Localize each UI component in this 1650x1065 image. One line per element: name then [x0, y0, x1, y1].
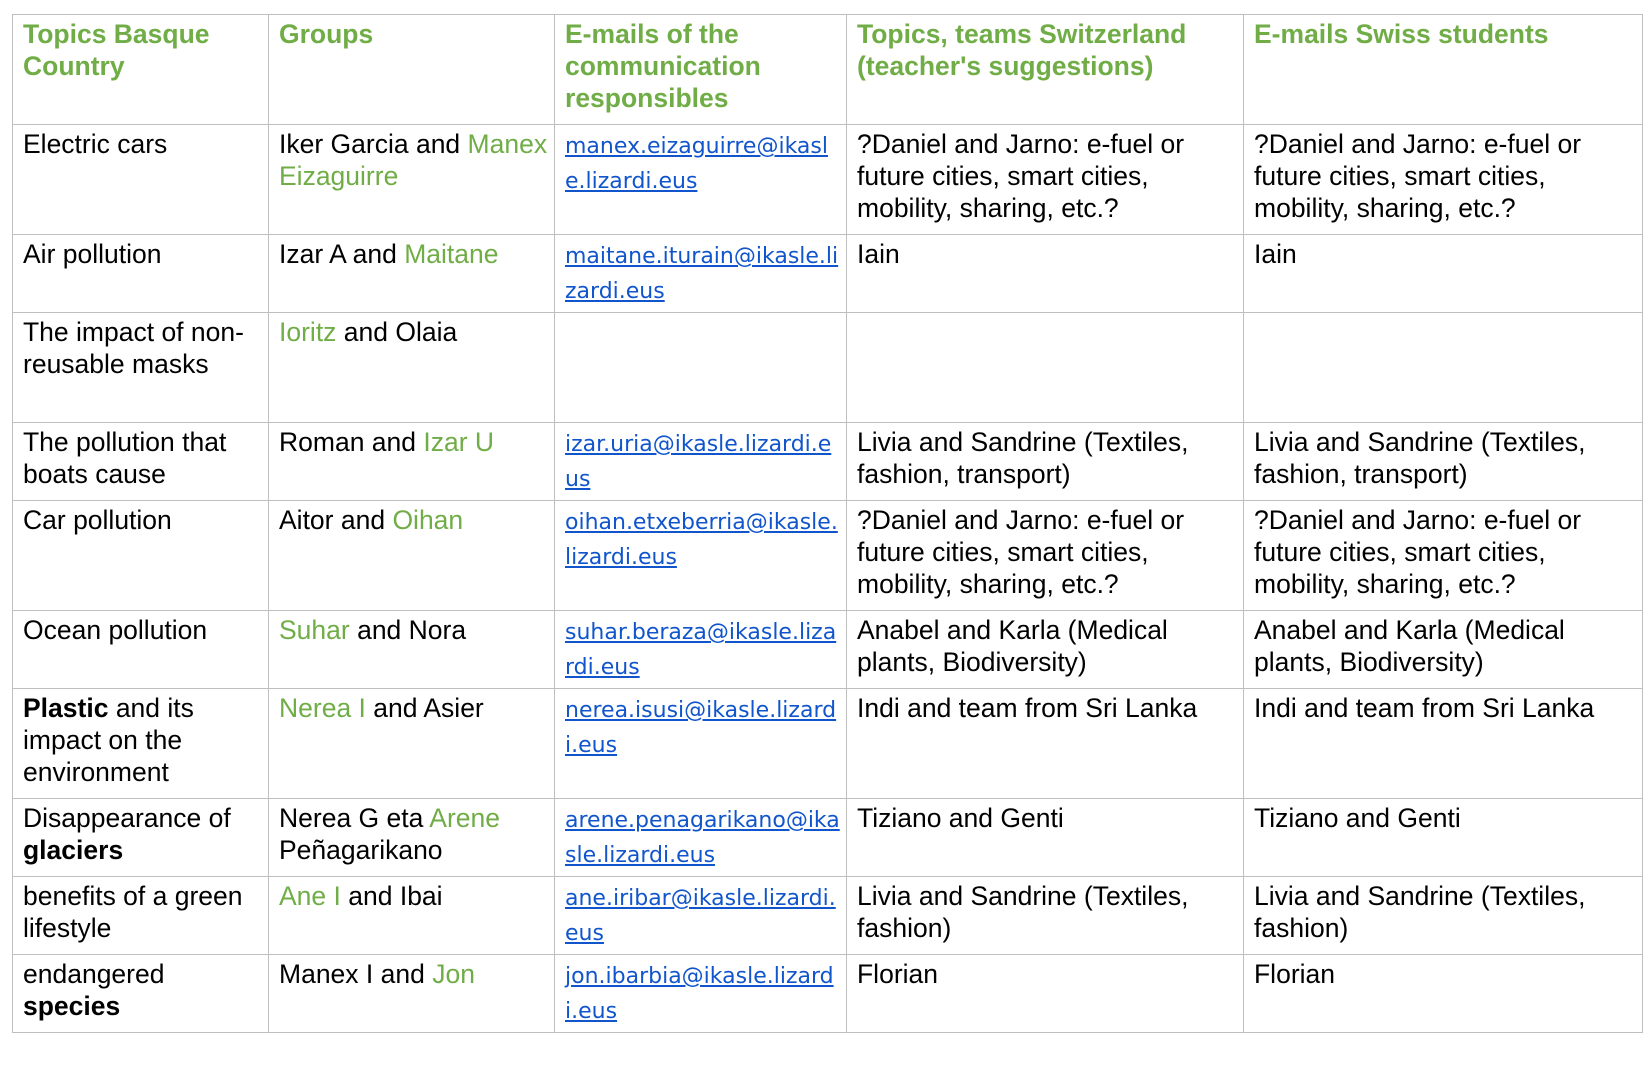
swiss-topic-cell: Livia and Sandrine (Textiles, fashion) — [847, 877, 1244, 955]
swiss-email-cell: Florian — [1244, 955, 1643, 1033]
table-row — [13, 689, 1643, 799]
email-cell — [555, 799, 847, 877]
group-responsible: Ane I — [279, 881, 341, 911]
group-cell — [269, 125, 555, 235]
topic-cell — [13, 799, 269, 877]
email-link[interactable]: ane.iribar@ikasle.lizardi.eus — [565, 886, 836, 946]
topic-cell: The impact of non-reusable masks — [13, 313, 269, 423]
topic-bold: Plastic — [23, 693, 109, 723]
table-row — [13, 799, 1643, 877]
email-link[interactable]: manex.eizaguirre@ikasle.lizardi.eus — [565, 134, 828, 194]
topic-cell: Car pollution — [13, 501, 269, 611]
group-responsible: Nerea I — [279, 693, 366, 723]
email-cell — [555, 501, 847, 611]
group-member: Aitor and — [279, 505, 393, 535]
swiss-topic-cell: ?Daniel and Jarno: e-fuel or future cities, smart cities, mobility, sharing, etc.? — [847, 501, 1244, 611]
group-cell — [269, 955, 555, 1033]
group-member: Roman and — [279, 427, 424, 457]
group-member: and Olaia — [336, 317, 458, 347]
topics-table — [12, 14, 1643, 1033]
topic-cell — [13, 955, 269, 1033]
swiss-topic-cell: Indi and team from Sri Lanka — [847, 689, 1244, 799]
email-cell — [555, 313, 847, 423]
topic-cell — [13, 689, 269, 799]
swiss-email-cell: Tiziano and Genti — [1244, 799, 1643, 877]
email-link[interactable]: jon.ibarbia@ikasle.lizardi.eus — [565, 964, 834, 1024]
topic-bold: species — [23, 991, 121, 1021]
group-member: and Nora — [349, 615, 467, 645]
email-cell — [555, 611, 847, 689]
swiss-email-cell: Anabel and Karla (Medical plants, Biodiversity) — [1244, 611, 1643, 689]
group-cell — [269, 501, 555, 611]
topic-cell: Air pollution — [13, 235, 269, 313]
table-row — [13, 611, 1643, 689]
group-member: Iker Garcia and — [279, 129, 468, 159]
swiss-email-cell: Livia and Sandrine (Textiles, fashion, transport) — [1244, 423, 1643, 501]
email-cell — [555, 955, 847, 1033]
email-cell — [555, 235, 847, 313]
swiss-topic-cell: Livia and Sandrine (Textiles, fashion, transport) — [847, 423, 1244, 501]
swiss-email-cell: Indi and team from Sri Lanka — [1244, 689, 1643, 799]
swiss-email-cell — [1244, 313, 1643, 423]
group-responsible: Oihan — [392, 505, 464, 535]
header-row — [13, 15, 1643, 125]
topic-rest: endangered — [23, 959, 165, 989]
group-member: and Ibai — [340, 881, 443, 911]
group-responsible: Jon — [432, 959, 475, 989]
topic-cell: Ocean pollution — [13, 611, 269, 689]
group-cell — [269, 689, 555, 799]
group-cell — [269, 799, 555, 877]
header-topics-basque: Topics Basque Country — [13, 15, 269, 125]
header-topics-swiss: Topics, teams Switzerland (teacher's suggestions) — [847, 15, 1244, 125]
group-responsible: Izar U — [423, 427, 495, 457]
topic-cell: benefits of a green lifestyle — [13, 877, 269, 955]
table-row — [13, 313, 1643, 423]
group-cell — [269, 611, 555, 689]
group-member: Nerea G eta — [279, 803, 430, 833]
header-groups: Groups — [269, 15, 555, 125]
swiss-email-cell: Livia and Sandrine (Textiles, fashion) — [1244, 877, 1643, 955]
topic-rest: Disappearance of — [23, 803, 231, 833]
header-emails-swiss: E-mails Swiss students — [1244, 15, 1643, 125]
email-link[interactable]: maitane.iturain@ikasle.lizardi.eus — [565, 244, 839, 304]
swiss-topic-cell: Iain — [847, 235, 1244, 313]
swiss-topic-cell: Florian — [847, 955, 1244, 1033]
swiss-email-cell: ?Daniel and Jarno: e-fuel or future cities, smart cities, mobility, sharing, etc.? — [1244, 125, 1643, 235]
topic-cell: The pollution that boats cause — [13, 423, 269, 501]
group-member: and Asier — [365, 693, 484, 723]
table-row — [13, 423, 1643, 501]
email-link[interactable]: suhar.beraza@ikasle.lizardi.eus — [565, 620, 837, 680]
group-responsible: Suhar — [279, 615, 350, 645]
group-surname: Peñagarikano — [279, 835, 443, 865]
group-responsible: Manex Eizaguirre — [279, 129, 548, 191]
group-member: Manex I and — [279, 959, 433, 989]
group-cell — [269, 423, 555, 501]
table-row — [13, 877, 1643, 955]
swiss-email-cell: Iain — [1244, 235, 1643, 313]
topic-rest: and its impact on the environment — [23, 693, 194, 787]
swiss-topic-cell — [847, 313, 1244, 423]
header-emails-comm: E-mails of the communication responsibles — [555, 15, 847, 125]
group-cell — [269, 235, 555, 313]
topic-cell: Electric cars — [13, 125, 269, 235]
table-row — [13, 501, 1643, 611]
table-row — [13, 955, 1643, 1033]
group-cell — [269, 313, 555, 423]
email-cell — [555, 125, 847, 235]
email-cell — [555, 423, 847, 501]
email-cell — [555, 689, 847, 799]
email-link[interactable]: nerea.isusi@ikasle.lizardi.eus — [565, 698, 837, 758]
group-responsible: Ioritz — [279, 317, 337, 347]
table-row — [13, 235, 1643, 313]
swiss-topic-cell: Anabel and Karla (Medical plants, Biodiversity) — [847, 611, 1244, 689]
email-link[interactable]: izar.uria@ikasle.lizardi.eus — [565, 432, 832, 492]
table-row — [13, 125, 1643, 235]
topic-bold: glaciers — [23, 835, 124, 865]
group-responsible: Maitane — [404, 239, 499, 269]
group-responsible: Arene — [429, 803, 500, 833]
email-link[interactable]: oihan.etxeberria@ikasle.lizardi.eus — [565, 510, 838, 570]
swiss-email-cell: ?Daniel and Jarno: e-fuel or future cities, smart cities, mobility, sharing, etc.? — [1244, 501, 1643, 611]
email-link[interactable]: arene.penagarikano@ikasle.lizardi.eus — [565, 808, 840, 868]
group-member: Izar A and — [279, 239, 405, 269]
swiss-topic-cell: Tiziano and Genti — [847, 799, 1244, 877]
email-cell — [555, 877, 847, 955]
swiss-topic-cell: ?Daniel and Jarno: e-fuel or future cities, smart cities, mobility, sharing, etc.? — [847, 125, 1244, 235]
group-cell — [269, 877, 555, 955]
